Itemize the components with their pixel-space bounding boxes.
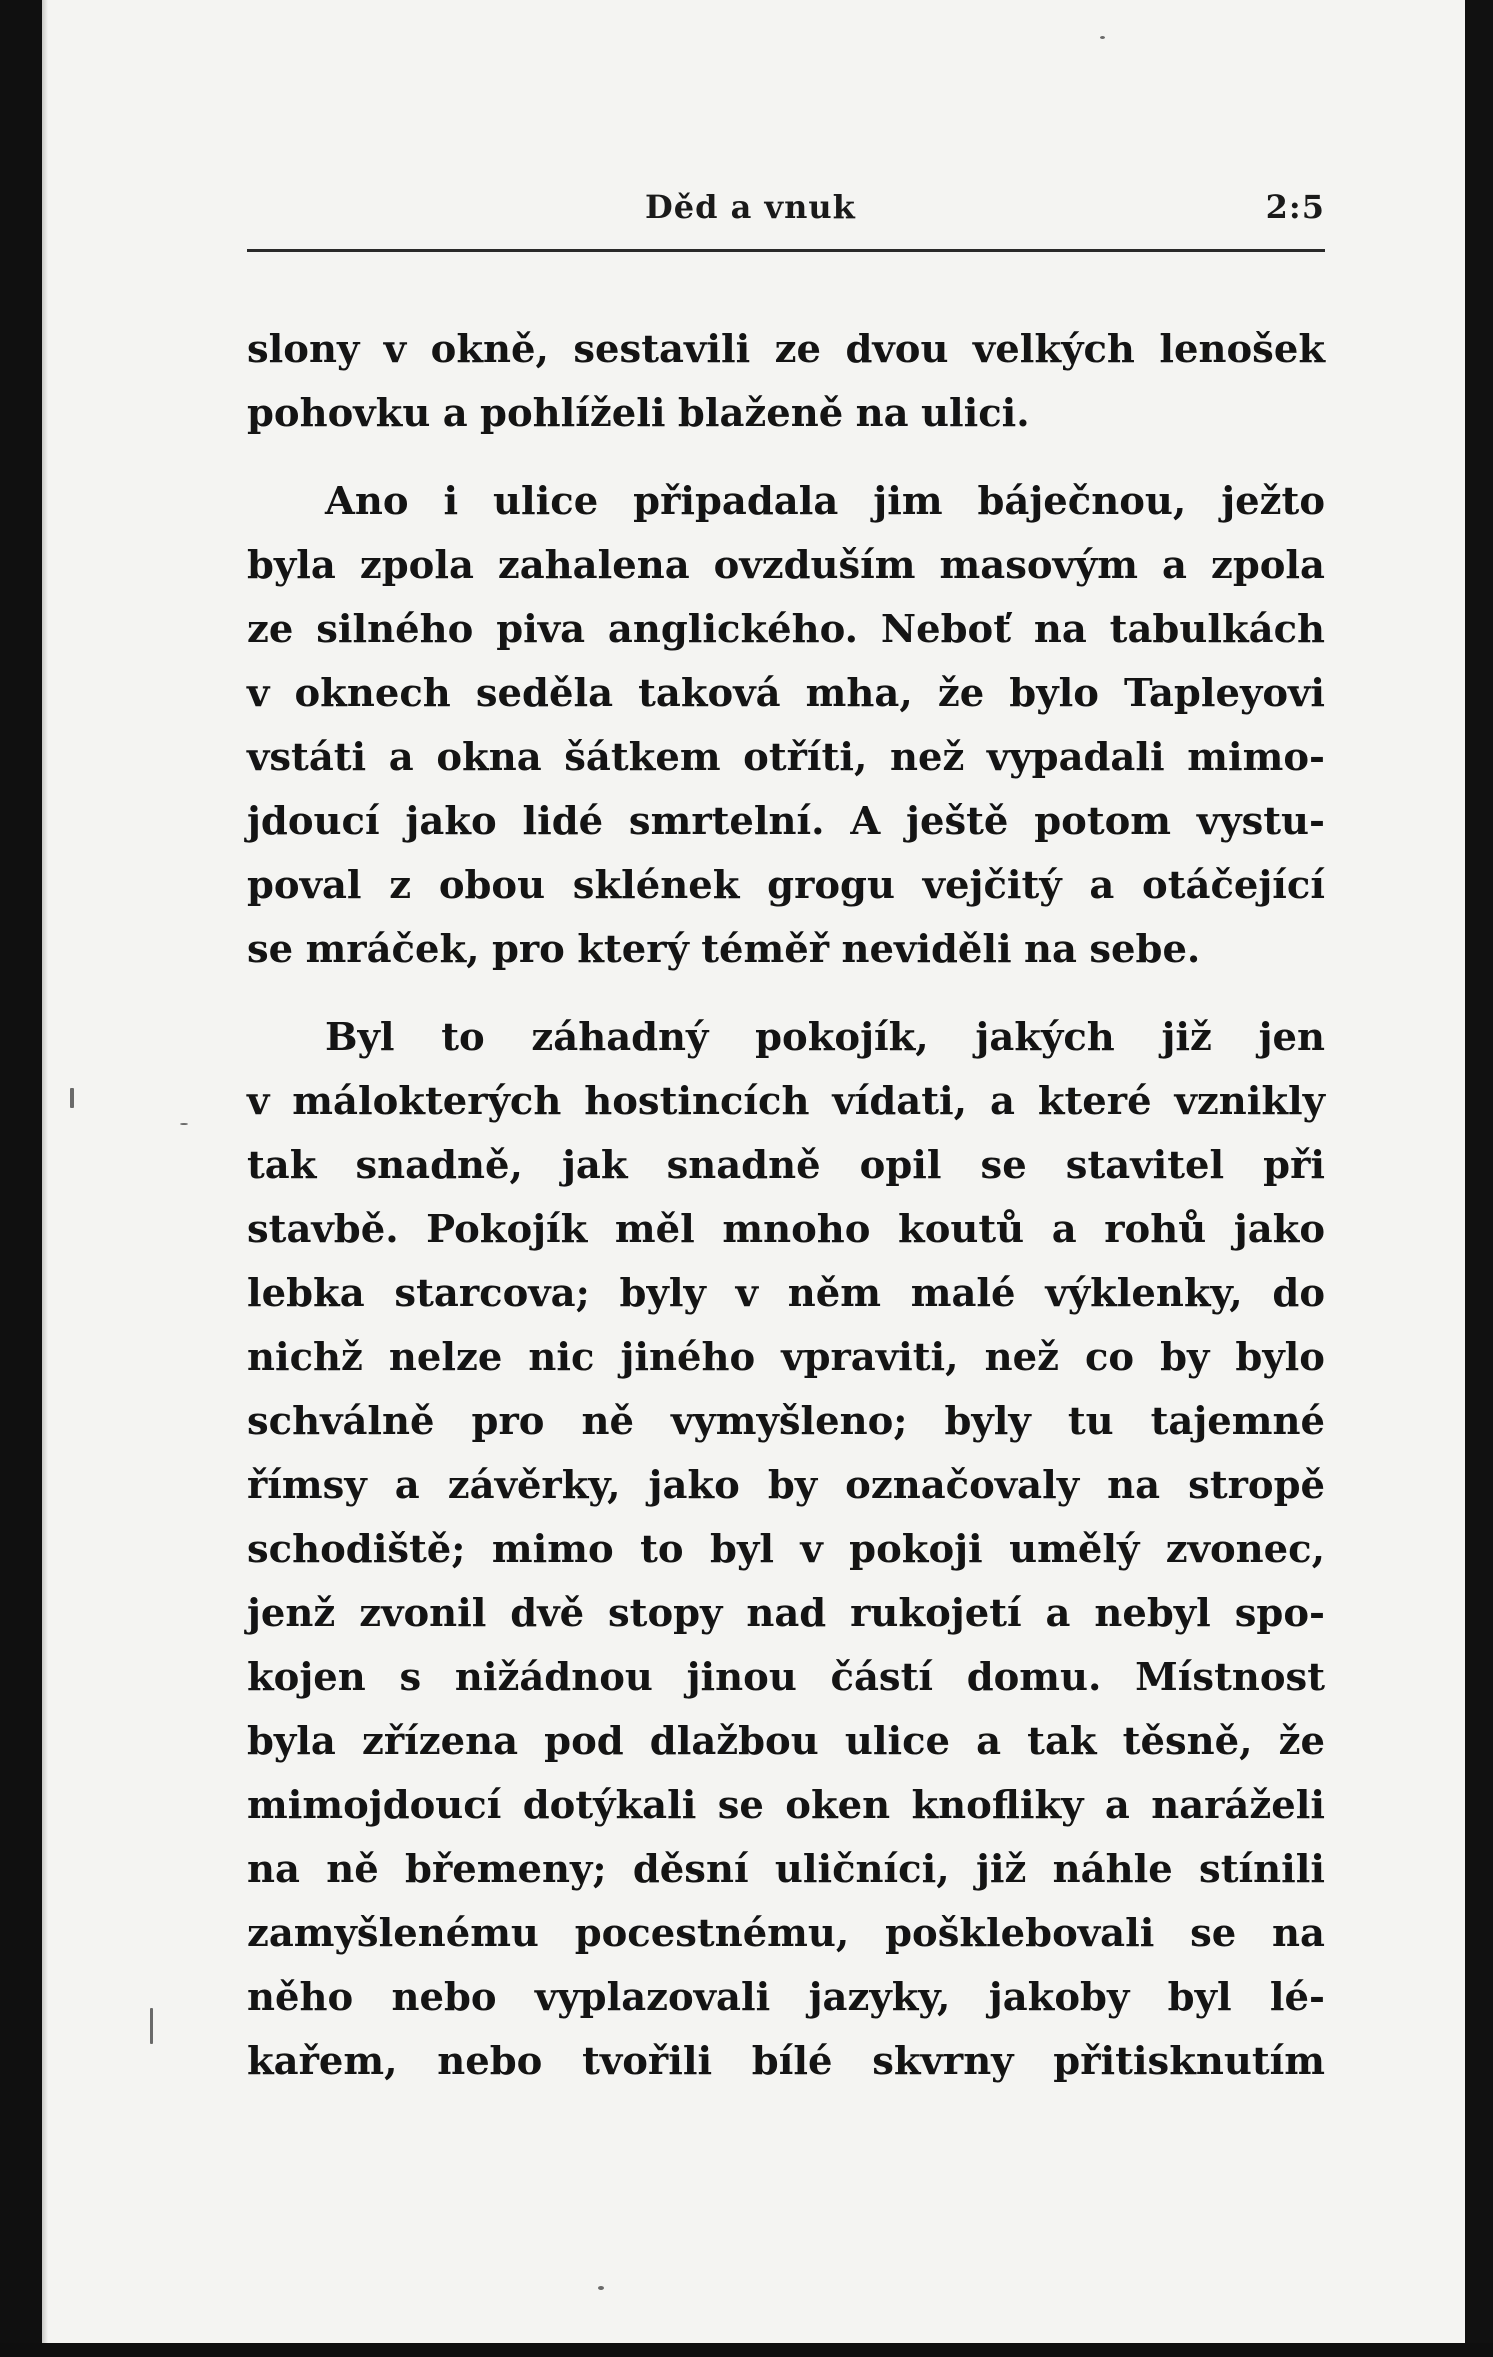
scan-frame-bottom: [0, 2343, 1493, 2357]
text-line: kojen s nižádnou jinou částí domu. Místnost: [247, 1655, 1325, 1700]
scan-speck: [150, 2008, 153, 2044]
text-line: na ně břemeny; děsní uličníci, již náhle stínili: [247, 1847, 1325, 1892]
text-line: v málokterých hostincích vídati, a které vznikly: [247, 1079, 1325, 1124]
scan-speck: [1100, 36, 1105, 39]
text-line: slony v okně, sestavili ze dvou velkých lenošek: [247, 327, 1325, 372]
book-page: [42, 0, 1465, 2343]
paragraph-gap: [247, 982, 1325, 1006]
scan-speck: [598, 2286, 604, 2290]
text-line: římsy a závěrky, jako by označovaly na stropě: [247, 1463, 1325, 1508]
text-line: nichž nelze nic jiného vpraviti, než co by bylo: [247, 1335, 1325, 1380]
running-header: [247, 188, 1325, 238]
text-line: Byl to záhadný pokojík, jakých již jen: [325, 1015, 1325, 1060]
text-line: byla zpola zahalena ovzduším masovým a zpola: [247, 543, 1325, 588]
text-line: jdoucí jako lidé smrtelní. A ještě potom vystu-: [247, 799, 1325, 844]
body-text: [247, 318, 1325, 2094]
text-line: byla zřízena pod dlažbou ulice a tak těsně, že: [247, 1719, 1325, 1764]
text-line: vstáti a okna šátkem otříti, než vypadali mimo-: [247, 735, 1325, 780]
scan-speck: [70, 1088, 74, 1108]
text-line: poval z obou sklének grogu vejčitý a otáčející: [247, 863, 1325, 908]
text-line: něho nebo vyplazovali jazyky, jakoby byl lé-: [247, 1975, 1325, 2020]
header-rule: [247, 249, 1325, 252]
page-edge-shadow: [42, 0, 48, 2343]
scan-frame-left: [0, 0, 42, 2357]
text-line: schválně pro ně vymyšleno; byly tu tajemné: [247, 1399, 1325, 1444]
text-line: mimojdoucí dotýkali se oken knofliky a naráželi: [247, 1783, 1325, 1828]
text-line: lebka starcova; byly v něm malé výklenky, do: [247, 1271, 1325, 1316]
paragraph-gap: [247, 446, 1325, 470]
scan-speck: [180, 1123, 188, 1125]
page-number: 2:5: [1265, 188, 1325, 226]
text-line: ze silného piva anglického. Neboť na tabulkách: [247, 607, 1325, 652]
text-line: pohovku a pohlíželi blaženě na ulici.: [247, 391, 1030, 436]
text-line: Ano i ulice připadala jim báječnou, ježto: [325, 479, 1325, 524]
text-line: se mráček, pro který téměř neviděli na sebe.: [247, 927, 1201, 972]
text-line: jenž zvonil dvě stopy nad rukojetí a nebyl spo-: [247, 1591, 1325, 1636]
running-title: Děd a vnuk: [645, 188, 856, 226]
text-line: tak snadně, jak snadně opil se stavitel při: [247, 1143, 1325, 1188]
scan-frame-right: [1465, 0, 1493, 2357]
text-line: zamyšlenému pocestnému, pošklebovali se na: [247, 1911, 1325, 1956]
text-line: stavbě. Pokojík měl mnoho koutů a rohů jako: [247, 1207, 1325, 1252]
text-line: v oknech seděla taková mha, že bylo Tapleyovi: [247, 671, 1325, 716]
text-line: kařem, nebo tvořili bílé skvrny přitisknutím: [247, 2039, 1325, 2084]
text-line: schodiště; mimo to byl v pokoji umělý zvonec,: [247, 1527, 1325, 1572]
